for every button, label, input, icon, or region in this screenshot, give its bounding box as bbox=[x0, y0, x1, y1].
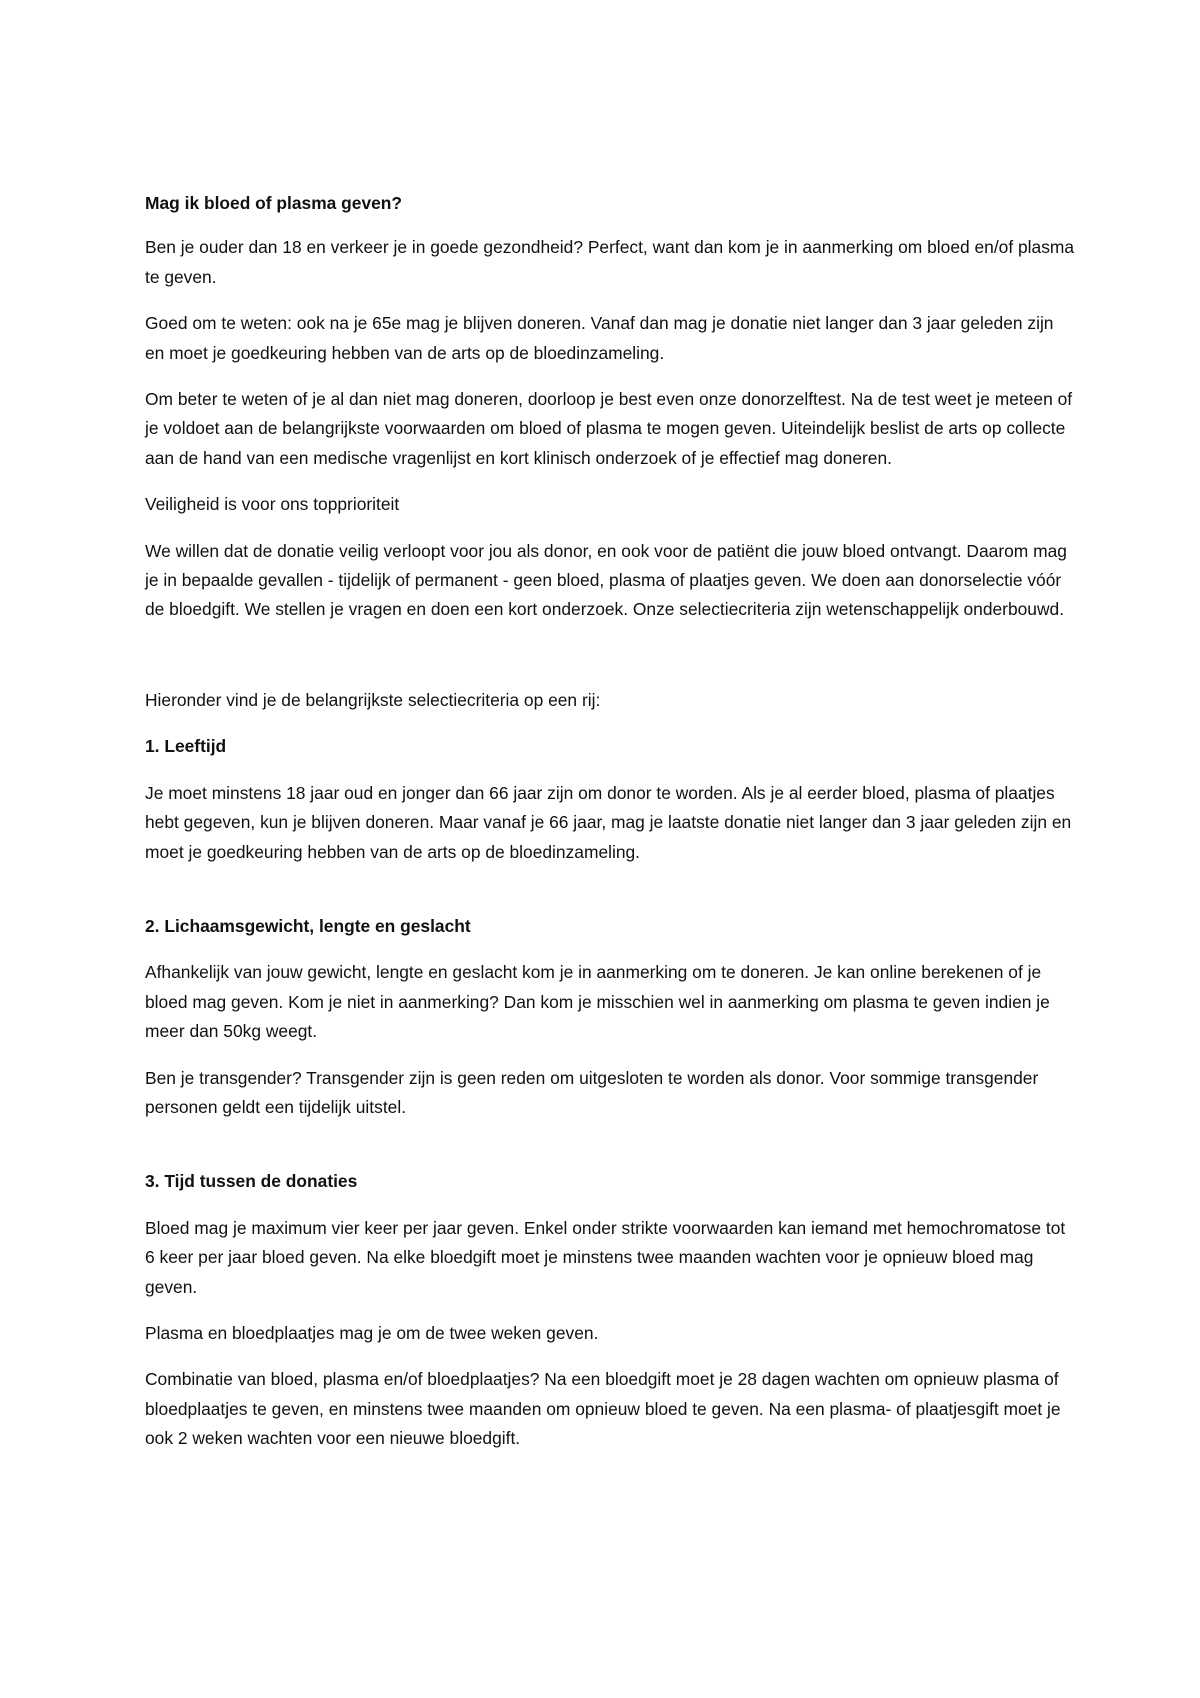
section-interval-paragraph-3: Combinatie van bloed, plasma en/of bloedplaatjes? Na een bloedgift moet je 28 dagen wachten om opnieuw plasma of bloedplaatjes te geven, en minstens twee maanden om opnieuw bloed te geven. Na een plasma- of plaatjesgift moet je ook 2 weken wachten voor een nieuwe bloedgift. bbox=[145, 1369, 1061, 1449]
document-body bbox=[145, 189, 1075, 1454]
section-age-paragraph-1: Je moet minstens 18 jaar oud en jonger dan 66 jaar zijn om donor te worden. Als je al eerder bloed, plasma of plaatjes hebt gegeven, kun je blijven doneren. Maar vanaf je 66 jaar, mag je laatste donatie niet langer dan 3 jaar geleden zijn en moet je goedkeuring hebben van de arts op de bloedinzameling. bbox=[145, 782, 1072, 862]
section-heading-age: 1. Leeftijd bbox=[145, 736, 227, 757]
safety-heading: Veiligheid is voor ons topprioriteit bbox=[145, 494, 400, 515]
section-interval-paragraph-2: Plasma en bloedplaatjes mag je om de twee weken geven. bbox=[145, 1322, 599, 1343]
section-weight-paragraph-2: Ben je transgender? Transgender zijn is geen reden om uitgesloten te worden als donor. Voor sommige transgender personen geldt een tijdelijk uitstel. bbox=[145, 1067, 1039, 1117]
section-heading-weight: 2. Lichaamsgewicht, lengte en geslacht bbox=[145, 915, 471, 936]
section-interval-paragraph-1: Bloed mag je maximum vier keer per jaar geven. Enkel onder strikte voorwaarden kan iemand met hemochromatose tot 6 keer per jaar bloed geven. Na elke bloedgift moet je minstens twee maanden wachten voor je opnieuw bloed mag geven. bbox=[145, 1217, 1066, 1297]
intro-paragraph-1: Ben je ouder dan 18 en verkeer je in goede gezondheid? Perfect, want dan kom je in aanmerking om bloed en/of plasma te geven. bbox=[145, 237, 1075, 287]
section-heading-interval: 3. Tijd tussen de donaties bbox=[145, 1171, 358, 1192]
safety-paragraph: We willen dat de donatie veilig verloopt voor jou als donor, en ook voor de patiënt die jouw bloed ontvangt. Daarom mag je in bepaalde gevallen - tijdelijk of permanent - geen bloed, plasma of plaatjes geven. We doen aan donorselectie vóór de bloedgift. We stellen je vragen en doen een kort onderzoek. Onze selectiecriteria zijn wetenschappelijk onderbouwd. bbox=[145, 540, 1067, 620]
section-weight-paragraph-1: Afhankelijk van jouw gewicht, lengte en geslacht kom je in aanmerking om te doneren. Je kan online berekenen of je bloed mag geven. Kom je niet in aanmerking? Dan kom je misschien wel in aanmerking om plasma te geven indien je meer dan 50kg weegt. bbox=[145, 962, 1050, 1042]
page-title: Mag ik bloed of plasma geven? bbox=[145, 193, 403, 213]
intro-paragraph-3: Om beter te weten of je al dan niet mag doneren, doorloop je best even onze donorzelftest. Na de test weet je meteen of je voldoet aan de belangrijkste voorwaarden om bloed of plasma te mogen geven. Uiteindelijk beslist de arts op collecte aan de hand van een medische vragenlijst en kort klinisch onderzoek of je effectief mag doneren. bbox=[145, 389, 1073, 468]
criteria-intro: Hieronder vind je de belangrijkste selectiecriteria op een rij: bbox=[145, 689, 601, 710]
intro-paragraph-2: Goed om te weten: ook na je 65e mag je blijven doneren. Vanaf dan mag je donatie niet langer dan 3 jaar geleden zijn en moet je goedkeuring hebben van de arts op de bloedinzameling. bbox=[145, 313, 1054, 363]
